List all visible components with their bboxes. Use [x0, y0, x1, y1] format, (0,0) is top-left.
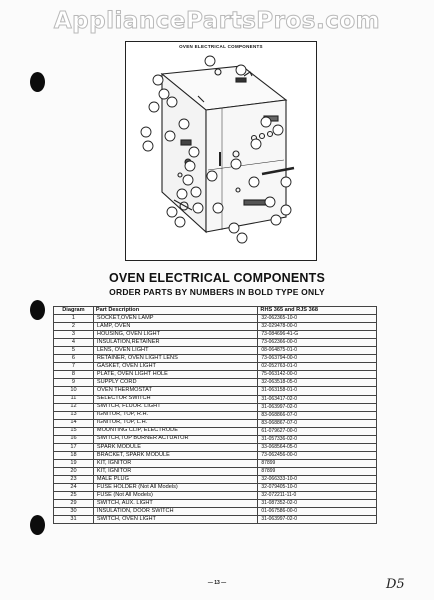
part-number: 73-084696-41-G	[258, 331, 377, 339]
diagram-number: 17	[54, 443, 94, 451]
part-number: 31-057336-02-0	[258, 435, 377, 443]
table-row	[54, 403, 377, 411]
part-number: 61-079627-00-0	[258, 427, 377, 435]
table-row	[54, 435, 377, 443]
part-description: GASKET, OVEN LIGHT	[93, 363, 258, 371]
table-row	[54, 331, 377, 339]
table-row	[54, 355, 377, 363]
diagram-number: 6	[54, 355, 94, 363]
part-description: SWITCH, AUX. LIGHT	[93, 500, 258, 508]
part-description: INSULATION,RETAINER	[93, 339, 258, 347]
table-row	[54, 467, 377, 475]
table-row	[54, 475, 377, 483]
diagram-number: 25	[54, 492, 94, 500]
part-number: 31-063997-02-0	[258, 516, 377, 524]
part-description: FUSE (Not All Models)	[93, 492, 258, 500]
part-number: 73-062456-00-0	[258, 451, 377, 459]
part-description: KIT, IGNITOR	[93, 459, 258, 467]
punch-hole-bottom	[30, 515, 45, 535]
diagram-number: 10	[54, 387, 94, 395]
part-number: 87899	[258, 459, 377, 467]
punch-hole-middle	[30, 300, 45, 320]
page-number: — 13 —	[207, 580, 227, 586]
diagram-number: 11	[54, 395, 94, 403]
part-description: IGNITOR, TOP, L.H.	[93, 419, 258, 427]
part-description: BRACKET, SPARK MODULE	[93, 451, 258, 459]
part-number: 01-067586-00-0	[258, 508, 377, 516]
table-row	[54, 371, 377, 379]
diagram-number: 19	[54, 459, 94, 467]
part-number: 32-072211-11-0	[258, 492, 377, 500]
table-row	[54, 347, 377, 355]
part-number: 32-079405-10-0	[258, 484, 377, 492]
table-row	[54, 419, 377, 427]
diagram-number: 24	[54, 484, 94, 492]
part-number: 32-062365-10-0	[258, 315, 377, 323]
diagram-number: 16	[54, 435, 94, 443]
diagram-number: 2	[54, 323, 94, 331]
parts-table	[53, 306, 377, 524]
diagram-number: 13	[54, 411, 94, 419]
table-row	[54, 379, 377, 387]
part-description: SOCKET,OVEN LAMP	[93, 315, 258, 323]
oven-cabinet-drawing	[126, 42, 318, 262]
part-description: LENS, OVEN LIGHT	[93, 347, 258, 355]
diagram-number: 8	[54, 371, 94, 379]
punch-hole-top	[30, 72, 45, 92]
table-row	[54, 363, 377, 371]
table-row	[54, 443, 377, 451]
diagram-number: 12	[54, 403, 94, 411]
part-description: SUPPLY CORD	[93, 379, 258, 387]
part-number: 83-068866-07-0	[258, 411, 377, 419]
table-row	[54, 516, 377, 524]
diagram-number: 18	[54, 451, 94, 459]
table-row	[54, 427, 377, 435]
table-header-row	[54, 307, 377, 315]
column-header-diagram: Diagram	[54, 307, 94, 315]
part-number: 75-063142-00-0	[258, 371, 377, 379]
part-number: 32-029478-00-0	[258, 323, 377, 331]
part-number: 33-068564-05-0	[258, 443, 377, 451]
table-row	[54, 323, 377, 331]
watermark: AppliancePartsPros.com	[53, 8, 381, 34]
diagram-number: 5	[54, 347, 94, 355]
diagram-number: 9	[54, 379, 94, 387]
part-number: 31-063158-01-0	[258, 387, 377, 395]
part-description: PLATE, OVEN LIGHT HOLE	[93, 371, 258, 379]
part-number: 31-063417-02-0	[258, 395, 377, 403]
part-description: MOUNTING CLIP, ELECTRODE	[93, 427, 258, 435]
table-row	[54, 500, 377, 508]
page-title: OVEN ELECTRICAL COMPONENTS	[108, 271, 326, 285]
exploded-diagram	[125, 41, 317, 261]
diagram-caption: OVEN ELECTRICAL COMPONENTS	[179, 44, 263, 49]
page-subtitle: ORDER PARTS BY NUMBERS IN BOLD TYPE ONLY	[109, 287, 325, 297]
part-number: 02-052763-01-0	[258, 363, 377, 371]
part-description: OVEN THERMOSTAT	[93, 387, 258, 395]
diagram-number: 31	[54, 516, 94, 524]
part-number: 31-063997-02-0	[258, 403, 377, 411]
table-row	[54, 339, 377, 347]
diagram-number: 20	[54, 467, 94, 475]
part-number: 83-068867-07-0	[258, 419, 377, 427]
diagram-number: 15	[54, 427, 94, 435]
table-row	[54, 459, 377, 467]
diagram-number: 4	[54, 339, 94, 347]
part-description: RETAINER, OVEN LIGHT LENS	[93, 355, 258, 363]
part-description: FUSE HOLDER (Not All Models)	[93, 484, 258, 492]
part-number: 73-062366-00-0	[258, 339, 377, 347]
diagram-number: 1	[54, 315, 94, 323]
part-description: SWITCH,TOP BURNER ACTUATOR	[93, 435, 258, 443]
table-row	[54, 451, 377, 459]
diagram-number: 3	[54, 331, 94, 339]
part-number: 31-087352-02-0	[258, 500, 377, 508]
part-description: INSULATION, DOOR SWITCH	[93, 508, 258, 516]
part-description: SPARK MODULE	[93, 443, 258, 451]
table-row	[54, 411, 377, 419]
table-row	[54, 395, 377, 403]
part-number: 32-066333-10-0	[258, 475, 377, 483]
part-description: LAMP, OVEN	[93, 323, 258, 331]
part-number: 87899	[258, 467, 377, 475]
table-row	[54, 387, 377, 395]
part-description: KIT, IGNITOR	[93, 467, 258, 475]
part-number: 73-063794-00-0	[258, 355, 377, 363]
part-number: 32-063518-05-0	[258, 379, 377, 387]
part-number: 08-064875-01-0	[258, 347, 377, 355]
part-description: MALE PLUG	[93, 475, 258, 483]
handwritten-mark: D5	[386, 577, 405, 592]
table-row	[54, 315, 377, 323]
diagram-number: 14	[54, 419, 94, 427]
part-description: SWITCH, OVEN LIGHT	[93, 516, 258, 524]
part-description: SWITCH, FLUOR. LIGHT	[93, 403, 258, 411]
diagram-number: 23	[54, 475, 94, 483]
table-row	[54, 484, 377, 492]
diagram-number: 7	[54, 363, 94, 371]
part-description: IGNITOR, TOP, R.H.	[93, 411, 258, 419]
column-header-description: Part Description	[93, 307, 258, 315]
diagram-number: 30	[54, 508, 94, 516]
table-row	[54, 508, 377, 516]
column-header-part-number: RHS 365 and RJS 368	[258, 307, 377, 315]
diagram-number: 29	[54, 500, 94, 508]
table-row	[54, 492, 377, 500]
part-description: SELECTOR SWITCH	[93, 395, 258, 403]
part-description: HOUSING, OVEN LIGHT	[93, 331, 258, 339]
